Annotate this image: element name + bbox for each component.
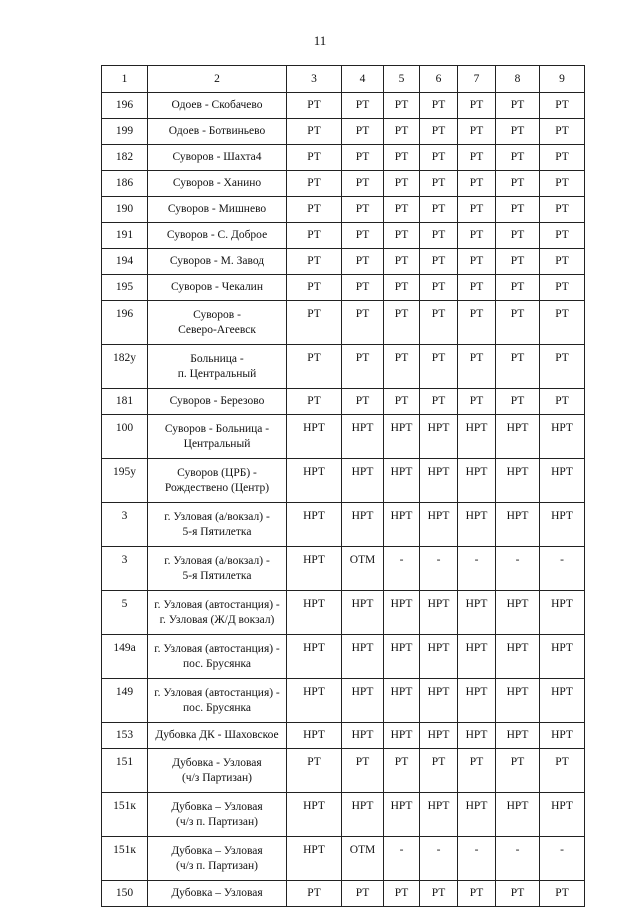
status-cell: РТ bbox=[496, 881, 540, 907]
status-cell: НРТ bbox=[496, 679, 540, 723]
status-cell: НРТ bbox=[287, 415, 342, 459]
status-cell: РТ bbox=[458, 119, 496, 145]
status-cell: НРТ bbox=[540, 723, 585, 749]
status-cell: РТ bbox=[540, 389, 585, 415]
header-row bbox=[102, 66, 585, 93]
table-row bbox=[102, 547, 585, 591]
status-cell: РТ bbox=[458, 881, 496, 907]
status-cell: НРТ bbox=[287, 793, 342, 837]
status-cell: РТ bbox=[287, 345, 342, 389]
status-cell: РТ bbox=[540, 119, 585, 145]
status-cell: РТ bbox=[420, 223, 458, 249]
table-row bbox=[102, 93, 585, 119]
table-row bbox=[102, 793, 585, 837]
status-cell: НРТ bbox=[287, 547, 342, 591]
status-cell: НРТ bbox=[540, 635, 585, 679]
route-name: Суворов - Шахта4 bbox=[148, 145, 287, 171]
status-cell: РТ bbox=[384, 275, 420, 301]
route-name: Дубовка ДК - Шаховское bbox=[148, 723, 287, 749]
status-cell: РТ bbox=[342, 223, 384, 249]
table-row bbox=[102, 249, 585, 275]
status-cell: НРТ bbox=[420, 415, 458, 459]
route-number: 3 bbox=[102, 503, 148, 547]
status-cell: РТ bbox=[384, 223, 420, 249]
status-cell: РТ bbox=[287, 197, 342, 223]
page-number: 11 bbox=[313, 33, 327, 48]
status-cell: РТ bbox=[287, 881, 342, 907]
status-cell: РТ bbox=[458, 301, 496, 345]
route-name: Дубовка - Узловая (ч/з Партизан) bbox=[148, 749, 287, 793]
status-cell: НРТ bbox=[342, 415, 384, 459]
status-cell: РТ bbox=[342, 145, 384, 171]
status-cell: НРТ bbox=[287, 723, 342, 749]
column-header: 4 bbox=[342, 66, 384, 93]
route-name: Суворов - Больница - Центральный bbox=[148, 415, 287, 459]
route-name: Суворов - Березово bbox=[148, 389, 287, 415]
table-row bbox=[102, 197, 585, 223]
column-header: 2 bbox=[148, 66, 287, 93]
route-name: Суворов - М. Завод bbox=[148, 249, 287, 275]
status-cell: РТ bbox=[496, 145, 540, 171]
status-cell: РТ bbox=[496, 275, 540, 301]
route-name: Суворов - Северо-Агеевск bbox=[148, 301, 287, 345]
route-number: 194 bbox=[102, 249, 148, 275]
table-row bbox=[102, 171, 585, 197]
status-cell: НРТ bbox=[384, 459, 420, 503]
status-cell: РТ bbox=[458, 249, 496, 275]
route-number: 190 bbox=[102, 197, 148, 223]
table-row bbox=[102, 723, 585, 749]
status-cell: НРТ bbox=[458, 503, 496, 547]
status-cell: РТ bbox=[496, 197, 540, 223]
table-row bbox=[102, 635, 585, 679]
status-cell: ОТМ bbox=[342, 837, 384, 881]
status-cell: РТ bbox=[458, 93, 496, 119]
route-number: 196 bbox=[102, 301, 148, 345]
status-cell: РТ bbox=[496, 119, 540, 145]
status-cell: НРТ bbox=[540, 415, 585, 459]
status-cell: НРТ bbox=[384, 793, 420, 837]
column-header: 9 bbox=[540, 66, 585, 93]
route-number: 151 bbox=[102, 749, 148, 793]
route-name: Дубовка – Узловая (ч/з п. Партизан) bbox=[148, 837, 287, 881]
status-cell: НРТ bbox=[287, 459, 342, 503]
status-cell: - bbox=[384, 837, 420, 881]
route-number: 195у bbox=[102, 459, 148, 503]
route-number: 149а bbox=[102, 635, 148, 679]
status-cell: РТ bbox=[384, 171, 420, 197]
status-cell: НРТ bbox=[458, 459, 496, 503]
route-number: 181 bbox=[102, 389, 148, 415]
status-cell: РТ bbox=[540, 93, 585, 119]
status-cell: РТ bbox=[540, 171, 585, 197]
status-cell: - bbox=[420, 837, 458, 881]
status-cell: РТ bbox=[496, 93, 540, 119]
status-cell: НРТ bbox=[287, 503, 342, 547]
status-cell: РТ bbox=[540, 275, 585, 301]
status-cell: РТ bbox=[420, 389, 458, 415]
status-cell: НРТ bbox=[496, 459, 540, 503]
route-name: г. Узловая (а/вокзал) - 5-я Пятилетка bbox=[148, 547, 287, 591]
status-cell: НРТ bbox=[287, 635, 342, 679]
status-cell: НРТ bbox=[496, 415, 540, 459]
status-cell: РТ bbox=[458, 345, 496, 389]
status-cell: РТ bbox=[458, 171, 496, 197]
route-name: Дубовка – Узловая (ч/з п. Партизан) bbox=[148, 793, 287, 837]
status-cell: РТ bbox=[458, 145, 496, 171]
status-cell: РТ bbox=[540, 223, 585, 249]
status-cell: РТ bbox=[496, 345, 540, 389]
status-cell: РТ bbox=[287, 301, 342, 345]
route-name: г. Узловая (автостанция) - пос. Брусянка bbox=[148, 635, 287, 679]
status-cell: НРТ bbox=[540, 793, 585, 837]
status-cell: НРТ bbox=[420, 793, 458, 837]
status-cell: РТ bbox=[384, 301, 420, 345]
route-number: 100 bbox=[102, 415, 148, 459]
status-cell: РТ bbox=[287, 119, 342, 145]
status-cell: РТ bbox=[287, 93, 342, 119]
status-cell: РТ bbox=[420, 93, 458, 119]
status-cell: РТ bbox=[496, 171, 540, 197]
status-cell: НРТ bbox=[496, 723, 540, 749]
route-name: Больница - п. Центральный bbox=[148, 345, 287, 389]
status-cell: РТ bbox=[384, 197, 420, 223]
status-cell: НРТ bbox=[384, 635, 420, 679]
status-cell: РТ bbox=[287, 749, 342, 793]
status-cell: - bbox=[540, 547, 585, 591]
route-number: 153 bbox=[102, 723, 148, 749]
status-cell: РТ bbox=[384, 249, 420, 275]
status-cell: РТ bbox=[496, 249, 540, 275]
column-header: 6 bbox=[420, 66, 458, 93]
status-cell: НРТ bbox=[496, 503, 540, 547]
status-cell: НРТ bbox=[496, 793, 540, 837]
status-cell: РТ bbox=[342, 197, 384, 223]
status-cell: РТ bbox=[342, 249, 384, 275]
status-cell: НРТ bbox=[420, 503, 458, 547]
route-number: 150 bbox=[102, 881, 148, 907]
status-cell: НРТ bbox=[342, 591, 384, 635]
status-cell: РТ bbox=[420, 249, 458, 275]
route-name: Дубовка – Узловая bbox=[148, 881, 287, 907]
status-cell: РТ bbox=[287, 171, 342, 197]
status-cell: РТ bbox=[420, 119, 458, 145]
status-cell: НРТ bbox=[342, 679, 384, 723]
status-cell: РТ bbox=[420, 145, 458, 171]
route-number: 3 bbox=[102, 547, 148, 591]
route-number: 186 bbox=[102, 171, 148, 197]
status-cell: РТ bbox=[496, 389, 540, 415]
status-cell: РТ bbox=[287, 389, 342, 415]
status-cell: НРТ bbox=[342, 793, 384, 837]
status-cell: РТ bbox=[540, 345, 585, 389]
route-number: 151к bbox=[102, 793, 148, 837]
status-cell: НРТ bbox=[540, 591, 585, 635]
status-cell: РТ bbox=[540, 145, 585, 171]
route-name: г. Узловая (автостанция) - пос. Брусянка bbox=[148, 679, 287, 723]
status-cell: РТ bbox=[420, 275, 458, 301]
table-row bbox=[102, 459, 585, 503]
status-cell: РТ bbox=[420, 345, 458, 389]
status-cell: НРТ bbox=[384, 503, 420, 547]
status-cell: НРТ bbox=[458, 723, 496, 749]
status-cell: РТ bbox=[384, 93, 420, 119]
status-cell: РТ bbox=[540, 881, 585, 907]
status-cell: НРТ bbox=[384, 415, 420, 459]
status-cell: - bbox=[540, 837, 585, 881]
table-row bbox=[102, 119, 585, 145]
status-cell: НРТ bbox=[496, 635, 540, 679]
status-cell: РТ bbox=[420, 749, 458, 793]
status-cell: РТ bbox=[287, 275, 342, 301]
status-cell: НРТ bbox=[420, 679, 458, 723]
table-row bbox=[102, 679, 585, 723]
route-name: Суворов - С. Доброе bbox=[148, 223, 287, 249]
status-cell: РТ bbox=[496, 301, 540, 345]
status-cell: НРТ bbox=[287, 837, 342, 881]
status-cell: НРТ bbox=[458, 793, 496, 837]
status-cell: НРТ bbox=[342, 635, 384, 679]
status-cell: РТ bbox=[342, 119, 384, 145]
route-name: г. Узловая (автостанция) - г. Узловая (Ж/Д вокзал) bbox=[148, 591, 287, 635]
status-cell: НРТ bbox=[540, 503, 585, 547]
route-name: Одоев - Ботвиньево bbox=[148, 119, 287, 145]
route-name: г. Узловая (а/вокзал) - 5-я Пятилетка bbox=[148, 503, 287, 547]
table-row bbox=[102, 345, 585, 389]
status-cell: - bbox=[458, 837, 496, 881]
status-cell: НРТ bbox=[458, 415, 496, 459]
status-cell: РТ bbox=[420, 171, 458, 197]
status-cell: РТ bbox=[496, 749, 540, 793]
table-row bbox=[102, 389, 585, 415]
table-row bbox=[102, 749, 585, 793]
status-cell: РТ bbox=[458, 275, 496, 301]
status-cell: РТ bbox=[540, 197, 585, 223]
route-name: Суворов - Ханино bbox=[148, 171, 287, 197]
status-cell: РТ bbox=[384, 345, 420, 389]
route-number: 182у bbox=[102, 345, 148, 389]
route-number: 151к bbox=[102, 837, 148, 881]
table-row bbox=[102, 837, 585, 881]
status-cell: НРТ bbox=[342, 503, 384, 547]
column-header: 3 bbox=[287, 66, 342, 93]
status-cell: РТ bbox=[287, 145, 342, 171]
status-cell: РТ bbox=[420, 301, 458, 345]
status-cell: РТ bbox=[287, 223, 342, 249]
status-cell: - bbox=[496, 837, 540, 881]
route-table bbox=[101, 65, 585, 907]
status-cell: РТ bbox=[458, 389, 496, 415]
status-cell: РТ bbox=[342, 275, 384, 301]
status-cell: ОТМ bbox=[342, 547, 384, 591]
status-cell: НРТ bbox=[287, 591, 342, 635]
status-cell: РТ bbox=[342, 881, 384, 907]
route-number: 182 bbox=[102, 145, 148, 171]
route-number: 149 bbox=[102, 679, 148, 723]
status-cell: - bbox=[458, 547, 496, 591]
status-cell: НРТ bbox=[420, 723, 458, 749]
status-cell: НРТ bbox=[458, 635, 496, 679]
status-cell: РТ bbox=[496, 223, 540, 249]
status-cell: РТ bbox=[342, 93, 384, 119]
route-name: Суворов (ЦРБ) - Рождествено (Центр) bbox=[148, 459, 287, 503]
status-cell: НРТ bbox=[540, 459, 585, 503]
status-cell: РТ bbox=[458, 223, 496, 249]
status-cell: РТ bbox=[384, 145, 420, 171]
table-row bbox=[102, 415, 585, 459]
status-cell: НРТ bbox=[458, 679, 496, 723]
table-row bbox=[102, 301, 585, 345]
table-row bbox=[102, 275, 585, 301]
table-row bbox=[102, 881, 585, 907]
status-cell: НРТ bbox=[420, 591, 458, 635]
status-cell: РТ bbox=[287, 249, 342, 275]
route-number: 199 bbox=[102, 119, 148, 145]
status-cell: РТ bbox=[384, 389, 420, 415]
status-cell: РТ bbox=[384, 119, 420, 145]
table-row bbox=[102, 145, 585, 171]
column-header: 5 bbox=[384, 66, 420, 93]
table-row bbox=[102, 503, 585, 547]
column-header: 7 bbox=[458, 66, 496, 93]
status-cell: РТ bbox=[342, 171, 384, 197]
route-number: 195 bbox=[102, 275, 148, 301]
status-cell: НРТ bbox=[496, 591, 540, 635]
status-cell: РТ bbox=[540, 301, 585, 345]
status-cell: - bbox=[420, 547, 458, 591]
status-cell: РТ bbox=[342, 749, 384, 793]
status-cell: НРТ bbox=[420, 635, 458, 679]
column-header: 1 bbox=[102, 66, 148, 93]
status-cell: НРТ bbox=[287, 679, 342, 723]
status-cell: НРТ bbox=[458, 591, 496, 635]
status-cell: РТ bbox=[540, 749, 585, 793]
status-cell: РТ bbox=[458, 749, 496, 793]
route-number: 5 bbox=[102, 591, 148, 635]
status-cell: НРТ bbox=[342, 723, 384, 749]
status-cell: РТ bbox=[420, 197, 458, 223]
route-name: Суворов - Мишнево bbox=[148, 197, 287, 223]
route-name: Одоев - Скобачево bbox=[148, 93, 287, 119]
status-cell: РТ bbox=[420, 881, 458, 907]
status-cell: РТ bbox=[458, 197, 496, 223]
table-row bbox=[102, 591, 585, 635]
status-cell: НРТ bbox=[384, 591, 420, 635]
status-cell: НРТ bbox=[342, 459, 384, 503]
route-name: Суворов - Чекалин bbox=[148, 275, 287, 301]
status-cell: НРТ bbox=[540, 679, 585, 723]
status-cell: РТ bbox=[342, 389, 384, 415]
status-cell: РТ bbox=[384, 881, 420, 907]
status-cell: РТ bbox=[342, 301, 384, 345]
status-cell: РТ bbox=[384, 749, 420, 793]
status-cell: НРТ bbox=[384, 723, 420, 749]
status-cell: - bbox=[384, 547, 420, 591]
column-header: 8 bbox=[496, 66, 540, 93]
route-number: 191 bbox=[102, 223, 148, 249]
status-cell: - bbox=[496, 547, 540, 591]
status-cell: НРТ bbox=[384, 679, 420, 723]
status-cell: РТ bbox=[540, 249, 585, 275]
route-number: 196 bbox=[102, 93, 148, 119]
status-cell: НРТ bbox=[420, 459, 458, 503]
status-cell: РТ bbox=[342, 345, 384, 389]
table-row bbox=[102, 223, 585, 249]
